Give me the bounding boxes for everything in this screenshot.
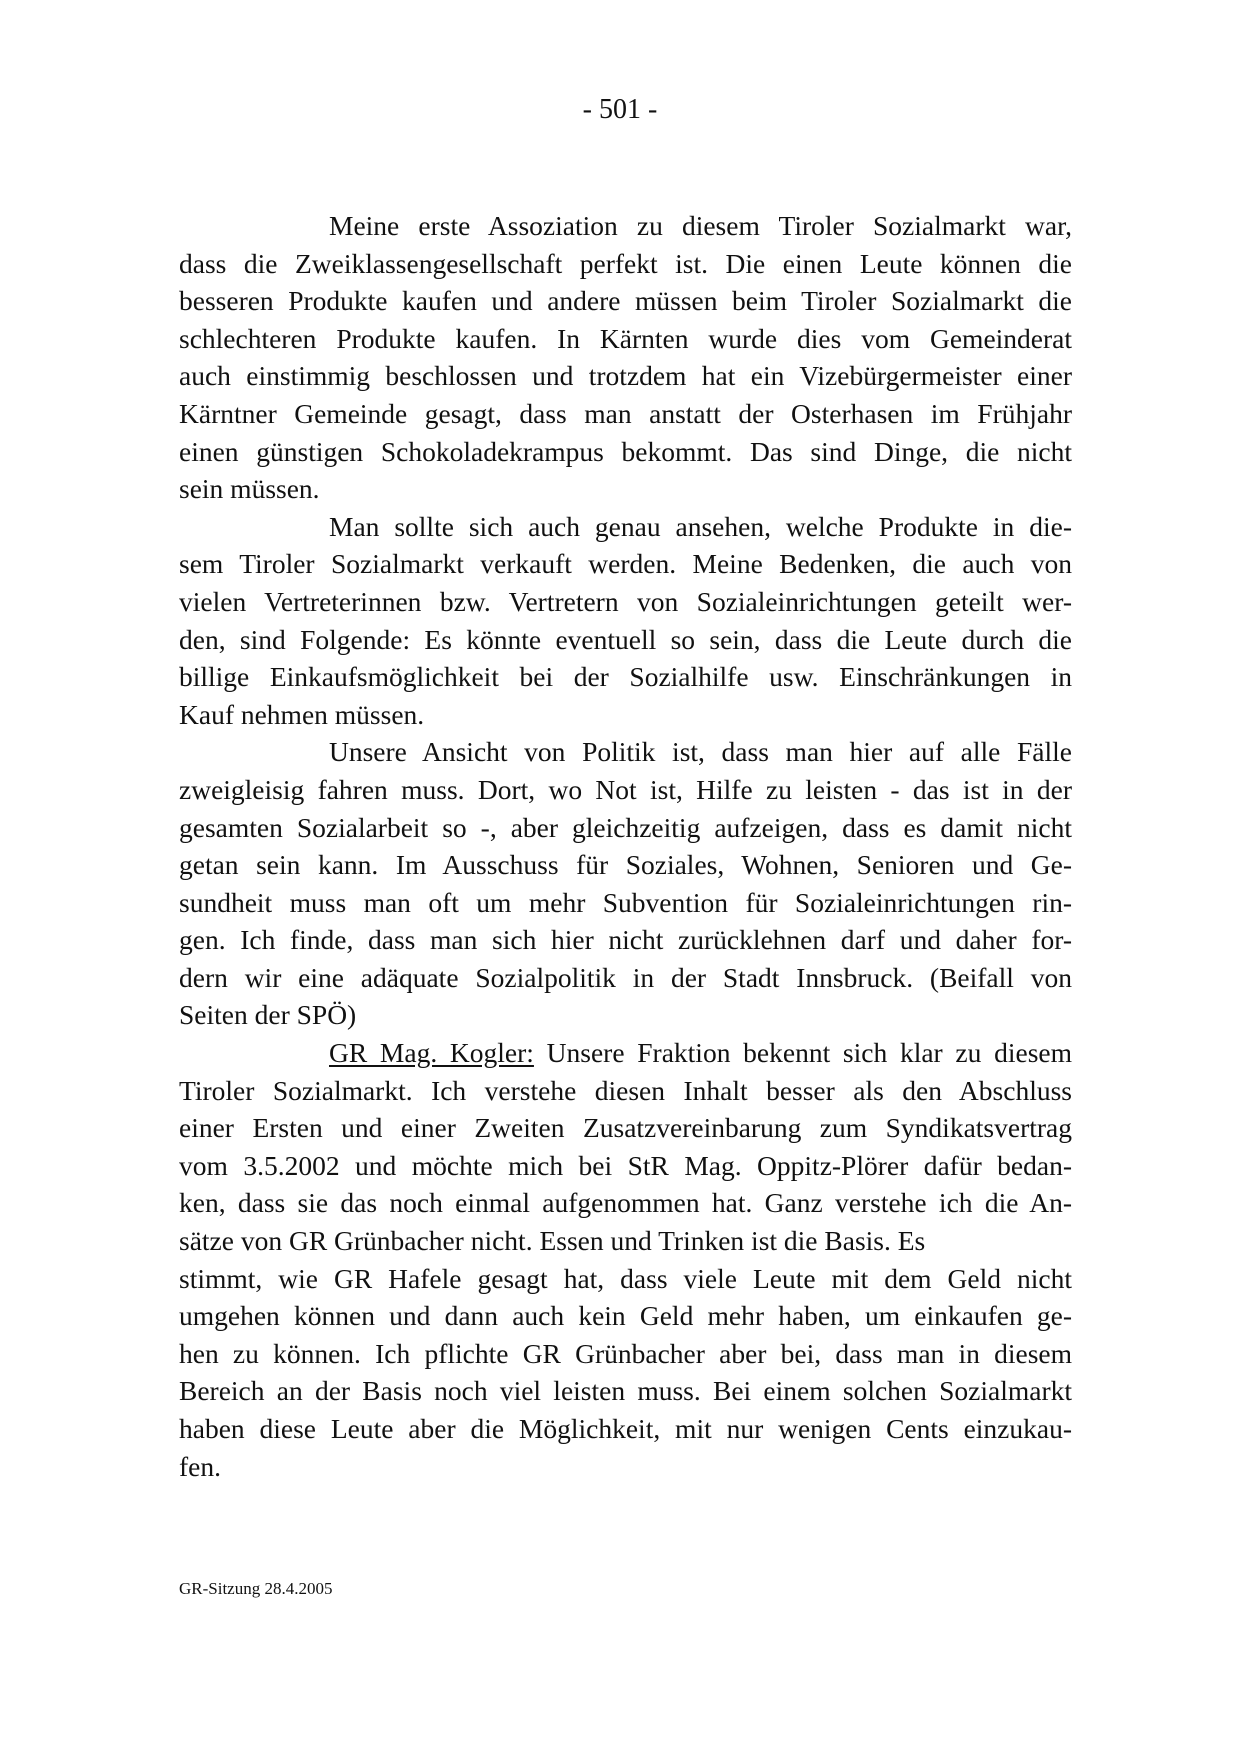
text-line: gen. Ich finde, dass man sich hier nicht zurücklehnen darf und daher for- <box>179 924 1072 956</box>
text-line: dass die Zweiklassengesellschaft perfekt ist. Die einen Leute können die <box>179 247 1072 279</box>
text-line: gesamten Sozialarbeit so -, aber gleichzeitig aufzeigen, dass es damit nicht <box>179 811 1072 843</box>
text-line: Tiroler Sozialmarkt. Ich verstehe diesen Inhalt besser als den Abschluss <box>179 1074 1072 1106</box>
text-line: vom 3.5.2002 und möchte mich bei StR Mag. Oppitz-Plörer dafür bedan- <box>179 1149 1072 1181</box>
page-number: - 501 - <box>582 94 658 125</box>
text-line: den, sind Folgende: Es könnte eventuell so sein, dass die Leute durch die <box>179 623 1072 655</box>
text-line: vielen Vertreterinnen bzw. Vertretern von Sozialeinrichtungen geteilt wer- <box>179 585 1072 617</box>
text-line: schlechteren Produkte kaufen. In Kärnten wurde dies vom Gemeinderat <box>179 322 1072 354</box>
text-line: Kauf nehmen müssen. <box>179 698 425 730</box>
text-line: einen günstigen Schokoladekrampus bekommt. Das sind Dinge, die nicht <box>179 435 1072 467</box>
text-line: haben diese Leute aber die Möglichkeit, mit nur wenigen Cents einzukau- <box>179 1413 1072 1444</box>
text-line: Man sollte sich auch genau ansehen, welche Produkte in die- <box>329 510 1072 542</box>
text-line: billige Einkaufsmöglichkeit bei der Sozialhilfe usw. Einschränkungen in <box>179 661 1072 693</box>
text-line: sätze von GR Grünbacher nicht. Essen und Trinken ist die Basis. Es <box>179 1225 926 1257</box>
document-body <box>179 207 1072 1485</box>
text-line: Seiten der SPÖ) <box>179 999 357 1031</box>
footer-session: GR-Sitzung 28.4.2005 <box>179 1579 333 1598</box>
paragraph-1 <box>179 207 1072 508</box>
paragraph-4 <box>179 1034 1072 1260</box>
text-line: ken, dass sie das noch einmal aufgenommen hat. Ganz verstehe ich die An- <box>179 1187 1072 1219</box>
speaker-text: Unsere Fraktion bekennt sich klar zu diesem <box>546 1037 1072 1069</box>
text-line: Bereich an der Basis noch viel leisten muss. Bei einem solchen Sozialmarkt <box>179 1375 1072 1407</box>
text-line: fen. <box>179 1450 221 1482</box>
paragraph-3 <box>179 733 1072 1034</box>
text-line: hen zu können. Ich pflichte GR Grünbacher aber bei, dass man in diesem <box>179 1337 1072 1369</box>
text-line: getan sein kann. Im Ausschuss für Soziales, Wohnen, Senioren und Ge- <box>179 849 1072 881</box>
text-line: Meine erste Assoziation zu diesem Tiroler Sozialmarkt war, <box>329 210 1072 241</box>
text-line: sem Tiroler Sozialmarkt verkauft werden. Meine Bedenken, die auch von <box>179 548 1072 580</box>
paragraph-2 <box>179 508 1072 734</box>
text-line: Kärntner Gemeinde gesagt, dass man anstatt der Osterhasen im Frühjahr <box>179 397 1072 429</box>
text-line: besseren Produkte kaufen und andere müssen beim Tiroler Sozialmarkt die <box>179 285 1072 317</box>
text-line: Unsere Ansicht von Politik ist, dass man hier auf alle Fälle <box>329 736 1072 768</box>
text-line: auch einstimmig beschlossen und trotzdem hat ein Vizebürgermeister einer <box>179 360 1072 392</box>
text-line <box>179 1034 1072 1072</box>
text-line: umgehen können und dann auch kein Geld mehr haben, um einkaufen ge- <box>179 1300 1072 1332</box>
text-line: dern wir eine adäquate Sozialpolitik in der Stadt Innsbruck. (Beifall von <box>179 961 1072 993</box>
text-line: zweigleisig fahren muss. Dort, wo Not ist, Hilfe zu leisten - das ist in der <box>179 773 1072 805</box>
text-line: stimmt, wie GR Hafele gesagt hat, dass viele Leute mit dem Geld nicht <box>179 1262 1072 1294</box>
speaker-name: GR Mag. Kogler: <box>329 1037 534 1069</box>
paragraph-5 <box>179 1260 1072 1486</box>
text-line: einer Ersten und einer Zweiten Zusatzvereinbarung zum Syndikatsvertrag <box>179 1112 1072 1144</box>
text-line: sundheit muss man oft um mehr Subvention für Sozialeinrichtungen rin- <box>179 886 1072 918</box>
text-line: sein müssen. <box>179 473 320 505</box>
